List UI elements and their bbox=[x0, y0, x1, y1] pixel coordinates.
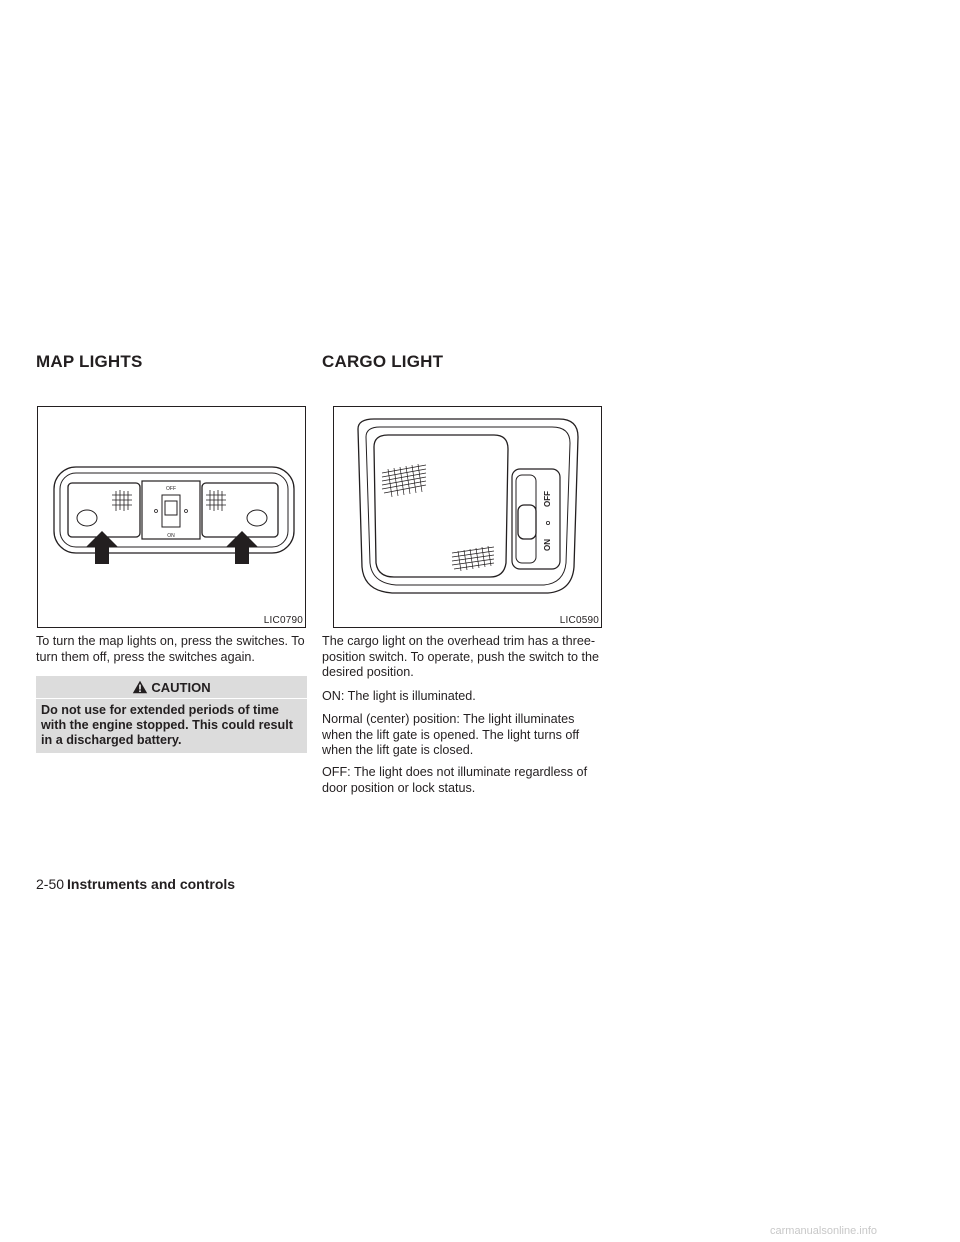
cargo-light-heading: CARGO LIGHT bbox=[322, 352, 444, 371]
watermark: carmanualsonline.info bbox=[770, 1225, 878, 1237]
map-switch-off-label: OFF bbox=[166, 486, 176, 492]
cargo-switch-off-label: OFF bbox=[543, 491, 552, 507]
map-lights-figure-code: LIC0790 bbox=[263, 615, 303, 626]
page-number: 2-50 bbox=[36, 876, 65, 892]
cargo-light-center-description: Normal (center) position: The light illuminates when the lift gate is opened. The light turns off when the lift gate is closed. bbox=[322, 712, 580, 757]
caution-box bbox=[36, 676, 307, 753]
cargo-light-on-description: ON: The light is illuminated. bbox=[322, 689, 476, 703]
cargo-light-intro: The cargo light on the overhead trim has a three-position switch. To operate, push the switch to the desired position. bbox=[322, 634, 599, 679]
warning-triangle-icon bbox=[132, 680, 148, 694]
map-lights-instructions: To turn the map lights on, press the switches. To turn them off, press the switches again. bbox=[36, 634, 305, 664]
cargo-switch-on-label: ON bbox=[543, 539, 552, 551]
cargo-light-figure-code: LIC0590 bbox=[559, 615, 599, 626]
cargo-light-illustration bbox=[334, 407, 603, 629]
chapter-title: Instruments and controls bbox=[67, 876, 236, 892]
map-switch-on-label: ON bbox=[167, 533, 175, 539]
cargo-light-off-description: OFF: The light does not illuminate regardless of door position or lock status. bbox=[322, 765, 588, 795]
caution-text: Do not use for extended periods of time with the engine stopped. This could result in a discharged battery. bbox=[36, 698, 307, 748]
page-footer bbox=[36, 876, 235, 892]
cargo-light-figure bbox=[333, 406, 602, 628]
caution-title: CAUTION bbox=[151, 679, 211, 695]
caution-header bbox=[36, 676, 307, 698]
map-lights-illustration bbox=[38, 407, 307, 629]
map-lights-figure bbox=[37, 406, 306, 628]
map-lights-heading: MAP LIGHTS bbox=[36, 352, 143, 371]
